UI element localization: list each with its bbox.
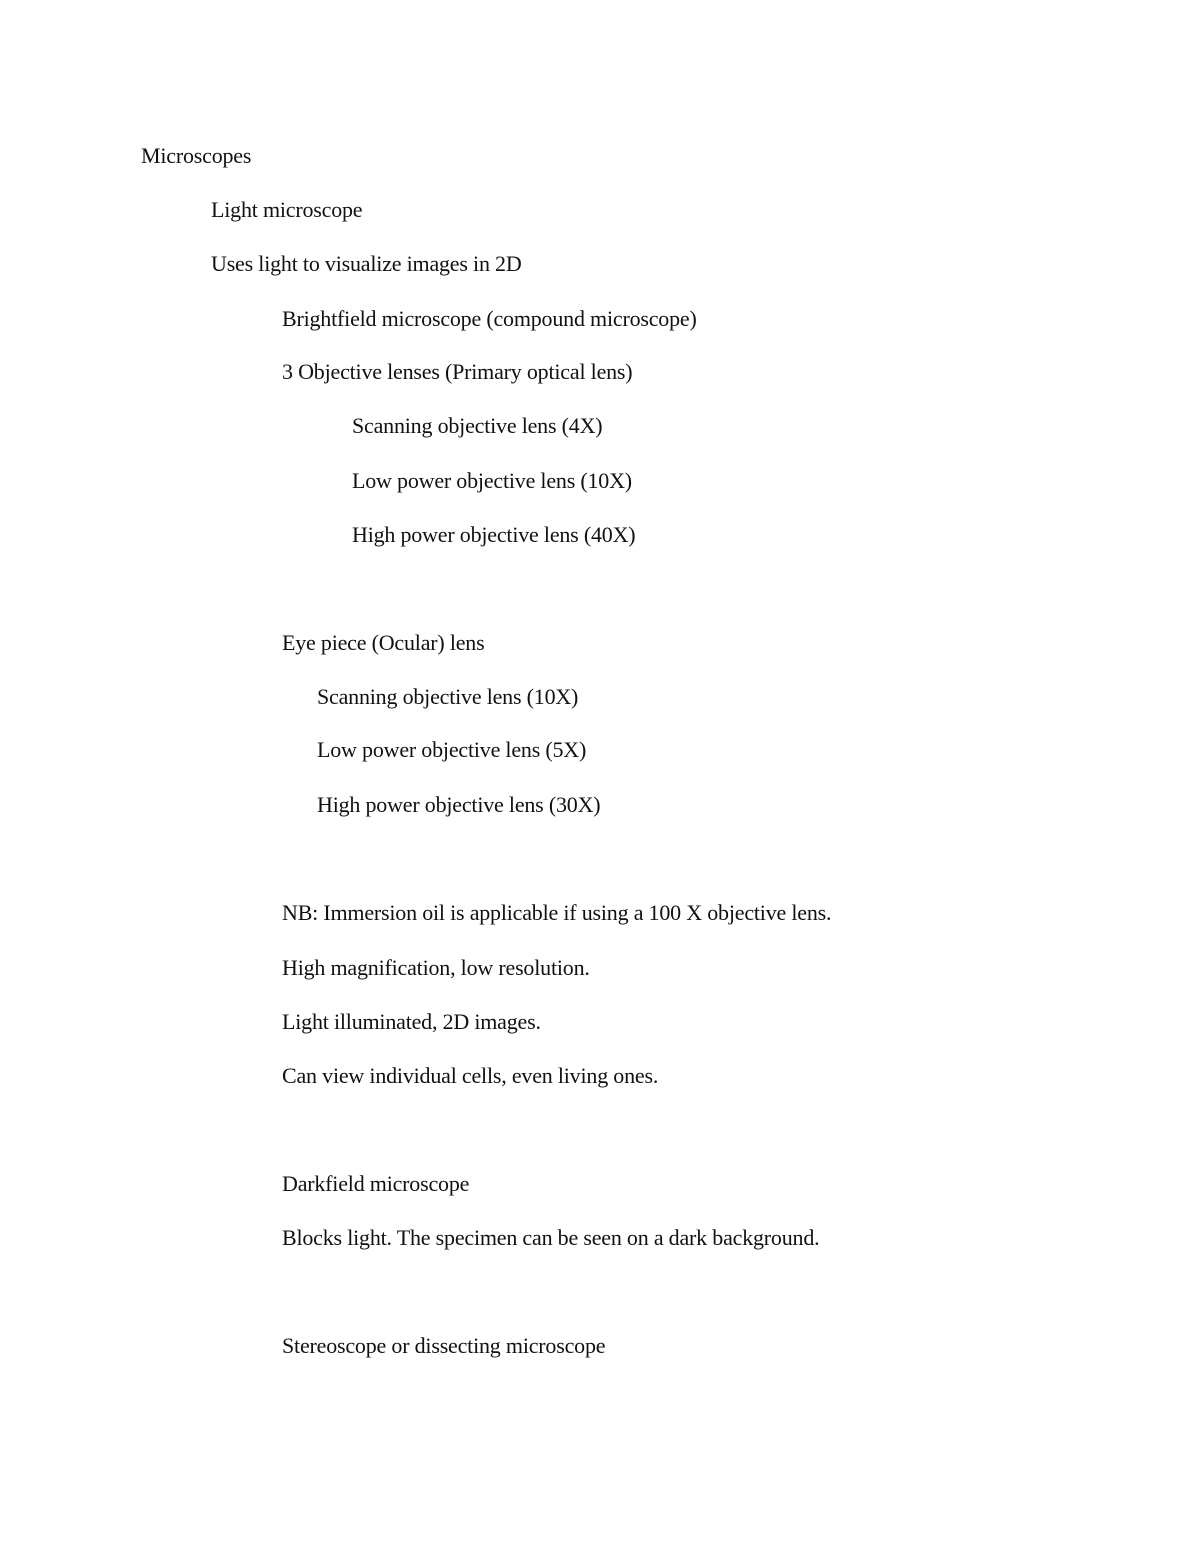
note-item: NB: Immersion oil is applicable if using a 100 X objective lens.	[282, 900, 832, 925]
objective-lens-item: Scanning objective lens (4X)	[352, 413, 603, 438]
eyepiece-heading: Eye piece (Ocular) lens	[282, 630, 485, 655]
darkfield-description: Blocks light. The specimen can be seen on a dark background.	[282, 1225, 820, 1250]
eyepiece-lens-item: Low power objective lens (5X)	[317, 737, 587, 762]
note-item: Can view individual cells, even living ones.	[282, 1063, 659, 1088]
eyepiece-lens-item: Scanning objective lens (10X)	[317, 684, 579, 709]
eyepiece-lens-item: High power objective lens (30X)	[317, 792, 601, 817]
stereoscope-heading: Stereoscope or dissecting microscope	[282, 1333, 606, 1358]
objective-lens-item: High power objective lens (40X)	[352, 522, 636, 547]
note-item: Light illuminated, 2D images.	[282, 1009, 541, 1034]
light-microscope-heading: Light microscope	[211, 197, 363, 222]
light-microscope-description: Uses light to visualize images in 2D	[211, 251, 522, 276]
objective-lenses-heading: 3 Objective lenses (Primary optical lens)	[282, 359, 633, 384]
objective-lens-item: Low power objective lens (10X)	[352, 468, 632, 493]
brightfield-heading: Brightfield microscope (compound microscope)	[282, 306, 697, 331]
doc-title: Microscopes	[141, 143, 252, 168]
darkfield-heading: Darkfield microscope	[282, 1171, 470, 1196]
note-item: High magnification, low resolution.	[282, 955, 590, 980]
